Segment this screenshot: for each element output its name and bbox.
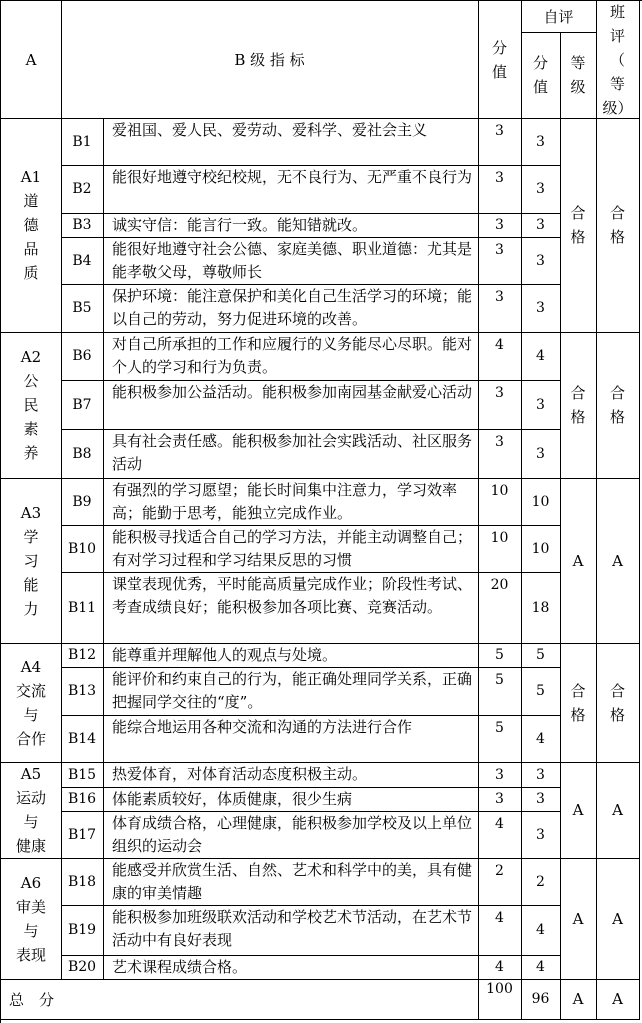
total-self-score-value: 96	[531, 991, 550, 1007]
category-label: 公	[23, 372, 39, 390]
self-score-value: 4	[536, 348, 545, 364]
self-grade	[560, 332, 597, 479]
category-a5	[1, 762, 62, 859]
header-self-eval-label: 自评	[543, 8, 574, 26]
self-score	[521, 284, 561, 333]
indicator-code	[61, 643, 104, 668]
indicator-code	[61, 858, 104, 906]
header-self-score-label: 分	[532, 54, 548, 72]
self-grade-value: 合	[570, 681, 586, 700]
max-score-value: 5	[495, 647, 504, 663]
self-grade-value: A	[572, 551, 584, 570]
self-grade-value: 合	[570, 204, 586, 222]
self-grade	[560, 762, 597, 859]
self-grade	[560, 478, 597, 644]
max-score	[478, 955, 522, 980]
category-label: 品	[23, 240, 39, 258]
self-score-value: 3	[536, 766, 545, 783]
self-grade-value: A	[572, 801, 584, 819]
self-score	[521, 478, 561, 526]
class-grade-value: 格	[609, 705, 625, 724]
max-score	[478, 118, 522, 166]
class-grade-value: 格	[609, 408, 625, 426]
header-col-b-label: B 级 指 标	[234, 51, 305, 69]
max-score	[478, 165, 522, 214]
category-label: 质	[23, 264, 39, 282]
indicator-description: 具有社会责任感。能积极参加社会实践活动、社区服务活动	[112, 432, 473, 473]
category-label: A5	[20, 765, 42, 783]
self-grade-value: 格	[570, 705, 586, 724]
indicator-description: 体能素质较好，体质健康，很少生病	[112, 789, 353, 808]
self-grade-value: 合	[570, 384, 586, 402]
self-score-value: 18	[531, 599, 550, 616]
indicator-code	[61, 478, 104, 526]
indicator-code	[61, 811, 104, 859]
max-score-value: 3	[495, 170, 504, 186]
indicator-code	[61, 787, 104, 812]
indicator-code-text: B4	[72, 252, 92, 269]
indicator-text	[103, 525, 479, 573]
category-label: 表现	[15, 945, 46, 964]
header-self-grade-label: 等	[570, 54, 586, 72]
category-label: 与	[23, 921, 39, 940]
indicator-text	[103, 955, 479, 980]
total-label-text: 总 分	[9, 990, 55, 1009]
header-self-score	[521, 32, 561, 119]
max-score-value: 3	[495, 385, 504, 401]
header-class-eval-label: 等	[609, 74, 625, 93]
header-self-score-label: 值	[532, 78, 548, 96]
self-score-value: 3	[536, 217, 545, 233]
self-score-value: 10	[531, 493, 550, 510]
indicator-code	[61, 165, 104, 214]
indicator-description: 有强烈的学习愿望；能长时间集中注意力，学习效率高；能勤于思考，能独立完成作业。	[112, 481, 458, 522]
indicator-text	[103, 237, 479, 285]
class-grade	[596, 762, 640, 859]
max-score-value: 3	[495, 217, 504, 233]
category-label: 学	[23, 527, 39, 546]
header-class-eval-label: 评	[609, 26, 625, 45]
indicator-text	[103, 643, 479, 668]
max-score-value: 3	[495, 791, 504, 807]
class-grade	[596, 118, 640, 333]
category-a3	[1, 478, 62, 644]
header-score-label: 值	[491, 62, 507, 81]
self-score-value: 10	[531, 540, 550, 557]
category-label: 养	[23, 444, 39, 462]
max-score	[478, 284, 522, 333]
max-score	[478, 213, 522, 238]
self-grade-value: A	[572, 909, 584, 928]
category-label: 道	[23, 192, 39, 210]
max-score-value: 5	[495, 720, 504, 736]
max-score-value: 3	[495, 434, 504, 450]
indicator-text	[103, 572, 479, 644]
indicator-description: 爱祖国、爱人民、爱劳动、爱科学、爱社会主义	[112, 121, 428, 139]
indicator-code-text: B3	[72, 217, 92, 233]
category-label: 能	[23, 575, 39, 594]
header-self-grade	[560, 32, 597, 119]
max-score	[478, 380, 522, 430]
max-score-value: 4	[495, 337, 504, 353]
category-a6	[1, 858, 62, 980]
indicator-code-text: B12	[67, 647, 97, 663]
indicator-code-text: B16	[67, 791, 97, 807]
self-score-value: 3	[536, 181, 545, 197]
indicator-code-text: B1	[72, 133, 92, 150]
indicator-code	[61, 572, 104, 644]
self-score	[521, 572, 561, 644]
category-label: 交流	[15, 681, 46, 700]
self-score-value: 3	[536, 252, 545, 269]
indicator-code	[61, 762, 104, 788]
max-score-value: 10	[490, 483, 509, 499]
indicator-text	[103, 811, 479, 859]
indicator-text	[103, 429, 479, 479]
max-score-value: 3	[495, 242, 504, 258]
category-label: 力	[23, 599, 39, 618]
category-label: 与	[23, 705, 39, 724]
self-score-value: 3	[536, 133, 545, 150]
indicator-text	[103, 858, 479, 906]
category-label: 民	[23, 396, 39, 414]
category-label: 健康	[15, 837, 46, 855]
indicator-code	[61, 667, 104, 716]
indicator-code-text: B20	[67, 959, 97, 975]
total-class-grade-value: A	[612, 990, 623, 1008]
self-score	[521, 213, 561, 238]
indicator-text	[103, 380, 479, 430]
indicator-code-text: B2	[72, 181, 92, 197]
indicator-description: 能积极参加班级联欢活动和学校艺术节活动，在艺术节活动中有良好表现	[112, 908, 473, 949]
indicator-code-text: B10	[67, 540, 97, 557]
max-score-value: 4	[495, 910, 504, 926]
category-label: 与	[23, 813, 39, 831]
category-label: 审美	[15, 897, 46, 916]
indicator-text	[103, 762, 479, 788]
class-grade-value: 合	[609, 384, 625, 402]
self-score-value: 5	[536, 647, 545, 663]
header-class-eval-label: （	[609, 50, 625, 69]
max-score-value: 5	[495, 672, 504, 688]
self-grade-value: 格	[570, 228, 586, 246]
max-score	[478, 762, 522, 788]
indicator-code-text: B15	[67, 766, 97, 783]
self-score	[521, 643, 561, 668]
total-score-value: 100	[486, 981, 513, 997]
indicator-description: 能很好地遵守校纪校规，无不良行为、无严重不良行为	[112, 168, 473, 186]
self-score	[521, 811, 561, 859]
indicator-code-text: B6	[72, 348, 92, 364]
self-score	[521, 858, 561, 906]
max-score	[478, 811, 522, 859]
indicator-description: 课堂表现优秀，平时能高质量完成作业；阶段性考试、考查成绩良好；能积极参加各项比赛、竞赛活动。	[112, 575, 473, 616]
self-score-value: 3	[536, 300, 545, 316]
header-score-label: 分	[491, 38, 507, 57]
self-score	[521, 332, 561, 381]
class-grade	[596, 478, 640, 644]
self-score	[521, 429, 561, 479]
self-score	[521, 905, 561, 956]
category-a4	[1, 643, 62, 763]
indicator-text	[103, 118, 479, 166]
indicator-code	[61, 955, 104, 980]
max-score-value: 2	[495, 863, 504, 879]
self-score	[521, 165, 561, 214]
indicator-description: 诚实守信：能言行一致。能知错就改。	[112, 215, 368, 234]
max-score	[478, 905, 522, 956]
max-score	[478, 667, 522, 716]
indicator-text	[103, 478, 479, 526]
header-score	[478, 1, 522, 119]
indicator-text	[103, 165, 479, 214]
indicator-code-text: B7	[72, 396, 92, 413]
max-score-value: 3	[495, 123, 504, 139]
indicator-code-text: B5	[72, 300, 92, 316]
indicator-description: 能积极参加公益活动。能积极参加南园基金献爱心活动	[112, 383, 473, 401]
total-self-grade-value: A	[572, 990, 584, 1008]
indicator-code-text: B9	[72, 493, 92, 510]
category-label: 运动	[15, 789, 46, 807]
self-grade	[560, 118, 597, 333]
indicator-code	[61, 237, 104, 285]
class-grade-value: A	[612, 551, 623, 570]
total-label	[1, 979, 479, 1020]
indicator-description: 对自己所承担的工作和应履行的义务能尽心尽职。能对个人的学习和行为负责。	[112, 335, 473, 376]
indicator-code-text: B18	[67, 873, 97, 890]
indicator-description: 能积极寻找适合自己的学习方法，并能主动调整自己；有对学习过程和学习结果反思的习惯	[112, 528, 473, 569]
category-label: 德	[23, 216, 39, 234]
indicator-code-text: B17	[67, 826, 97, 843]
category-label: 素	[23, 420, 39, 438]
class-grade-value: A	[612, 801, 623, 819]
self-score-value: 3	[536, 445, 545, 462]
total-score	[478, 979, 522, 1020]
header-col-a	[1, 1, 62, 119]
indicator-code-text: B8	[72, 445, 92, 462]
indicator-code-text: B19	[67, 922, 97, 938]
max-score	[478, 787, 522, 812]
max-score	[478, 332, 522, 381]
self-score-value: 3	[536, 396, 545, 413]
max-score	[478, 572, 522, 644]
category-a2	[1, 332, 62, 479]
self-score-value: 5	[536, 683, 545, 699]
self-grade-value: 格	[570, 408, 586, 426]
indicator-description: 体育成绩合格，心理健康，能积极参加学校及以上单位组织的运动会	[112, 814, 473, 855]
indicator-description: 能评价和约束自己的行为，能正确处理同学关系，正确把握同学交往的“度”。	[112, 670, 473, 711]
self-score-value: 4	[536, 922, 545, 938]
header-col-a-label: A	[25, 50, 37, 69]
class-grade	[596, 332, 640, 479]
indicator-description: 热爱体育，对体育活动态度积极主动。	[112, 765, 368, 783]
max-score	[478, 715, 522, 763]
indicator-text	[103, 332, 479, 381]
max-score	[478, 237, 522, 285]
max-score-value: 4	[495, 959, 504, 975]
max-score	[478, 429, 522, 479]
category-label: A1	[20, 168, 42, 186]
indicator-description: 能感受并欣赏生活、自然、艺术和科学中的美，具有健康的审美情趣	[112, 861, 473, 902]
header-self-grade-label: 级	[570, 78, 586, 96]
self-grade	[560, 858, 597, 980]
indicator-code	[61, 213, 104, 238]
self-score-value: 4	[536, 730, 545, 747]
category-label: 习	[23, 551, 39, 570]
self-score-value: 2	[536, 873, 545, 890]
indicator-text	[103, 715, 479, 763]
self-score	[521, 667, 561, 716]
indicator-code-text: B11	[67, 599, 97, 616]
self-score-value: 4	[536, 959, 545, 975]
class-grade-value: 格	[609, 228, 625, 246]
self-score	[521, 715, 561, 763]
category-label: A6	[20, 873, 42, 892]
indicator-description: 能综合地运用各种交流和沟通的方法进行合作	[112, 718, 413, 736]
class-grade-value: 合	[609, 681, 625, 700]
indicator-description: 能尊重并理解他人的观点与处境。	[112, 645, 338, 664]
category-a1	[1, 118, 62, 333]
indicator-code	[61, 332, 104, 381]
category-label: A2	[20, 348, 42, 366]
class-grade	[596, 643, 640, 763]
self-score	[521, 955, 561, 980]
max-score	[478, 525, 522, 573]
indicator-text	[103, 213, 479, 238]
max-score-value: 20	[490, 577, 509, 593]
indicator-code	[61, 715, 104, 763]
max-score	[478, 643, 522, 668]
indicator-code	[61, 284, 104, 333]
indicator-text	[103, 667, 479, 716]
category-label: A3	[20, 503, 42, 522]
indicator-description: 能很好地遵守社会公德、家庭美德、职业道德：尤其是能孝敬父母，尊敬师长	[112, 240, 473, 281]
indicator-description: 艺术课程成绩合格。	[112, 957, 248, 976]
indicator-text	[103, 284, 479, 333]
category-label: A4	[20, 657, 42, 676]
indicator-code	[61, 525, 104, 573]
max-score-value: 3	[495, 766, 504, 783]
self-score	[521, 525, 561, 573]
self-score-value: 3	[536, 791, 545, 807]
header-class-eval	[596, 1, 640, 119]
total-self-score	[521, 979, 561, 1020]
indicator-code-text: B13	[67, 683, 97, 699]
indicator-code	[61, 429, 104, 479]
indicator-text	[103, 787, 479, 812]
indicator-text	[103, 905, 479, 956]
self-score-value: 3	[536, 826, 545, 843]
max-score	[478, 858, 522, 906]
total-class-grade	[596, 979, 640, 1020]
indicator-code	[61, 118, 104, 166]
max-score-value: 10	[490, 530, 509, 546]
self-score	[521, 787, 561, 812]
header-class-eval-label: 班	[609, 2, 625, 21]
self-score	[521, 762, 561, 788]
class-grade-value: A	[612, 909, 623, 928]
total-self-grade	[560, 979, 597, 1020]
self-grade	[560, 643, 597, 763]
indicator-code	[61, 380, 104, 430]
self-score	[521, 118, 561, 166]
header-self-eval	[521, 1, 597, 33]
max-score-value: 3	[495, 289, 504, 305]
max-score	[478, 478, 522, 526]
indicator-description: 保护环境：能注意保护和美化自己生活学习的环境；能以自己的劳动，努力促进环境的改善。	[112, 287, 473, 328]
class-grade-value: 合	[609, 204, 625, 222]
max-score-value: 4	[495, 816, 504, 832]
indicator-code-text: B14	[67, 730, 97, 747]
category-label: 合作	[15, 729, 46, 748]
header-class-eval-label: 级）	[602, 98, 633, 117]
class-grade	[596, 858, 640, 980]
indicator-code	[61, 905, 104, 956]
self-score	[521, 237, 561, 285]
self-score	[521, 380, 561, 430]
header-col-b	[61, 1, 479, 119]
